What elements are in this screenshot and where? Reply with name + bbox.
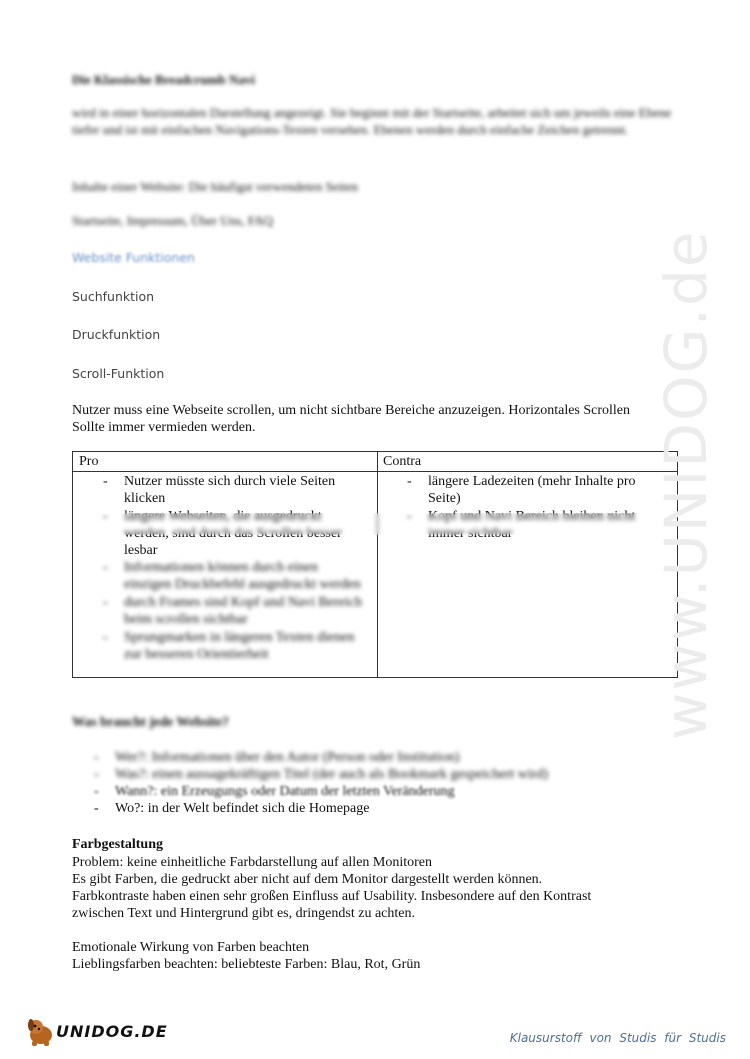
farb-block [72,854,712,973]
section-title: Die Klassische Breadcrumb Navi [72,72,255,87]
pro-list [73,473,363,664]
pro-item-text: längere Webseiten, die ausgedruckt werden, sind durch das Scrollen besser lesbar [124,509,342,558]
farb-line: Lieblingsfarben beachten: beliebteste Farben: Blau, Rot, Grün [72,957,421,972]
farb-line: Problem: keine einheitliche Farbdarstellung auf allen Monitoren [72,855,433,870]
pro-item: - Nutzer müsste sich durch viele Seiten klicken [73,473,363,507]
contra-item: - Kopf und Navi Bereich bleiben nicht immer sichtbar [377,508,667,542]
function-print: Druckfunktion [72,327,161,342]
pro-header: Pro [79,454,99,469]
functions-heading: Website Funktionen [72,250,195,265]
logo-text: UNIDOG.DE [56,1022,168,1041]
pages-list: Startseite, Impressum, Über Uns, FAQ [72,213,273,228]
needs-title: Was braucht jede Website? [72,714,229,729]
section-paragraph: wird in einer horizontalen Darstellung angezeigt. Sie beginnt mit der Startseite, arbeitet sich um jeweils eine Ebene tiefer und ist mit einfachen Navigations-Texten versehen. Ebenen werden durch einfache Zeichen getrennt. [72,105,672,137]
dog-logo-icon [24,1013,60,1049]
contra-item: - längere Ladezeiten (mehr Inhalte pro Seite) [377,473,667,507]
needs-item: - Wo?: in der Welt befindet sich die Homepage [94,800,654,817]
farb-title: Farbgestaltung [72,837,163,852]
table-blur-band [80,513,670,535]
contra-header: Contra [383,454,422,469]
farb-spacer [72,922,712,939]
pro-item: - durch Frames sind Kopf und Navi Bereich beim scrollen sichtbar [73,594,363,628]
pro-item: - Sprungmarken in längeren Texten dienen zur besseren Orientierheit [73,629,363,663]
scroll-line-1: Nutzer muss eine Webseite scrollen, um nicht sichtbare Bereiche anzuzeigen. Horizontales Scrollen [72,403,631,418]
function-scroll: Scroll-Funktion [72,366,165,381]
needs-item: - Wann?: ein Erzeugungs oder Datum der letzten Veränderung [94,783,654,800]
farb-line: Farbkontraste haben einen sehr großen Einfluss auf Usability. Insbesondere auf den Kontrast [72,889,592,904]
pro-contra-table [72,451,678,678]
scroll-line-2: Sollte immer vermieden werden. [72,420,256,435]
pro-item: - Informationen können durch einen einzigen Druckbefehl ausgedruckt werden [73,559,363,593]
section-subheading: Inhalte einer Website: Die häufigst verwendeten Seiten [72,179,359,194]
needs-list [94,749,654,817]
needs-item: - Wer?: Informationen über den Autor (Person oder Institution) [94,749,654,766]
function-search: Suchfunktion [72,289,155,304]
farb-line: Emotionale Wirkung von Farben beachten [72,940,310,955]
needs-item: - Was?: einen aussagekräftigen Titel (der auch als Bookmark gespeichert wird) [94,766,654,783]
footer-tagline: Klausurstoff von Studis für Studis [509,1031,726,1045]
farb-line: zwischen Text und Hintergrund gibt es, dringendst zu achten. [72,906,415,921]
farb-line: Es gibt Farben, die gedruckt aber nicht auf dem Monitor dargestellt werden können. [72,872,543,887]
table-header-divider [73,471,677,472]
watermark-text: www.UNIDOG.de [652,229,720,740]
